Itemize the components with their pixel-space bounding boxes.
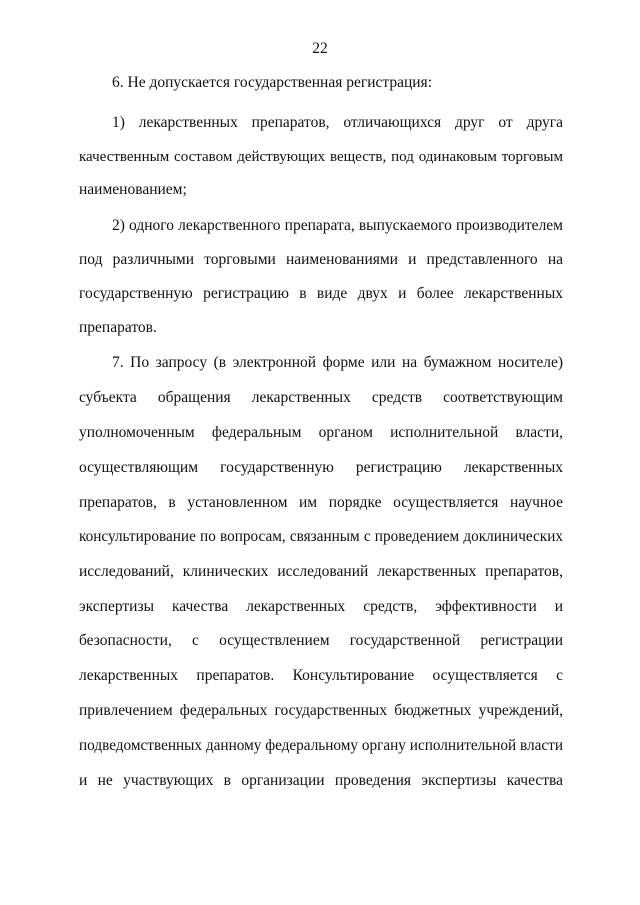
paragraph-6-line: 6. Не допускается государственная регистрация: [112, 74, 432, 91]
paragraph-6-1-line: наименованием; [79, 181, 187, 198]
paragraph-6-2-line: препаратов. [79, 319, 157, 336]
paragraph-7-line: экспертизы качества лекарственных средств, эффективности и [79, 598, 563, 615]
paragraph-6-1-line: 1) лекарственных препаратов, отличающихся друг от друга [112, 114, 563, 131]
paragraph-7-line: безопасности, с осуществлением государственной регистрации [79, 632, 563, 649]
paragraph-6-2-line: 2) одного лекарственного препарата, выпускаемого производителем [112, 217, 563, 234]
paragraph-7-line: 7. По запросу (в электронной форме или на бумажном носителе) [112, 354, 563, 371]
paragraph-7-line: лекарственных препаратов. Консультирование осуществляется с [79, 667, 563, 684]
paragraph-7-line: препаратов, в установленном им порядке осуществляется научное [79, 494, 563, 511]
paragraph-7-line: исследований, клинических исследований лекарственных препаратов, [79, 563, 563, 580]
paragraph-7-line: привлечением федеральных государственных бюджетных учреждений, [79, 702, 563, 719]
paragraph-7-line: и не участвующих в организации проведения экспертизы качества [79, 772, 563, 789]
page-number: 22 [312, 40, 328, 57]
paragraph-7-line: осуществляющим государственную регистрацию лекарственных [79, 459, 563, 476]
paragraph-6-1-line: качественным составом действующих веществ, под одинаковым торговым [79, 149, 563, 165]
paragraph-6-2-line: государственную регистрацию в виде двух и более лекарственных [79, 285, 563, 302]
paragraph-7-line: субъекта обращения лекарственных средств соответствующим [79, 389, 563, 406]
paragraph-7-line: консультирование по вопросам, связанным с проведением доклинических [79, 528, 563, 545]
paragraph-7-line: подведомственных данному федеральному органу исполнительной власти [79, 737, 563, 754]
paragraph-7-line: уполномоченным федеральным органом исполнительной власти, [79, 424, 563, 441]
paragraph-6-2-line: под различными торговыми наименованиями и представленного на [79, 251, 563, 268]
